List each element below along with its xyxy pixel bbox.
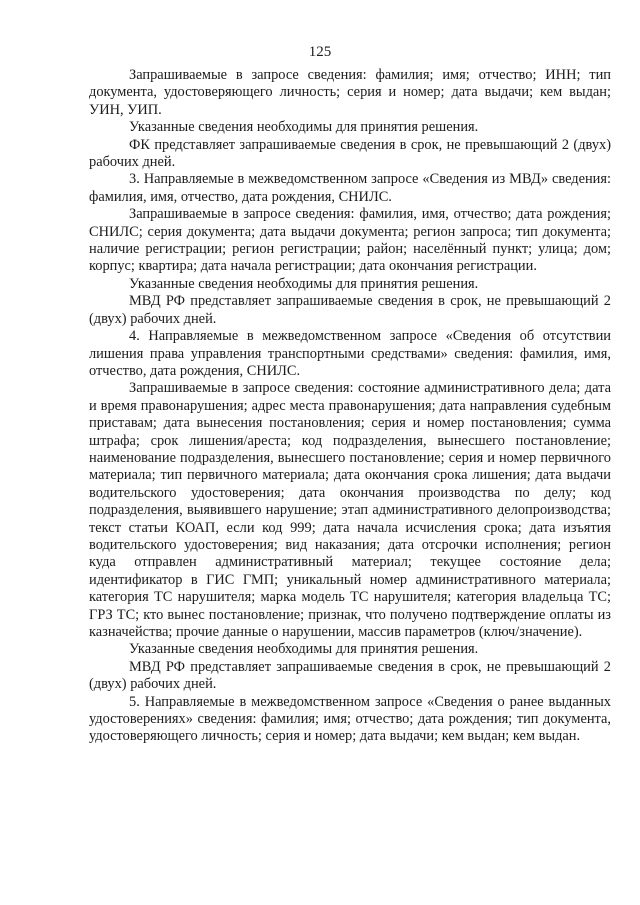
page-number: 125 [308,44,332,60]
paragraph-decision-note: Указанные сведения необходимы для принятия решения. [129,641,479,658]
paragraph-decision-note: Указанные сведения необходимы для принятия решения. [129,119,479,136]
paragraph-mvd-deadline: МВД РФ представляет запрашиваемые сведения в срок, не превышающий 2 (двух) рабочих дней. [89,658,611,693]
paragraph-decision-note: Указанные сведения необходимы для принятия решения. [129,275,479,292]
paragraph-item-3: 3. Направляемые в межведомственном запросе «Сведения из МВД» сведения: фамилия, имя, отчество, дата рождения, СНИЛС. [89,171,611,205]
paragraph-requested-data-license: Запрашиваемые в запросе сведения: состояние административного дела; дата и время правонарушения; адрес места правонарушения; дата направления судебным приставам; дата вынесения постановления; серия и номер постановления; сумма штрафа; срок лишения/ареста; код подразделения, вынесшего постановление; наименование подразделения, вынесшего постановление; серия и номер первичного материала; тип первичного материала; дата окончания срока лишения; дата выдачи водительского удостоверения; дата окончания производства по делу; код подразделения, выявившего нарушение; этап административного делопроизводства; текст статьи КОАП, если код 999; дата начала исчисления срока; дата изъятия водительского удостоверения; вид наказания; дата отсрочки исполнения; регион куда отправлен административный материал; текущее состояние дела; идентификатор в ГИС ГМП; уникальный номер административного материала; категория ТС нарушителя; марка модель ТС нарушителя; категория владельца ТС; ГРЗ ТС; кто вынес постановление; признак, что получено подтверждение оплаты из казначейства; прочие данные о нарушении, массив параметров (ключ/значение). [89,380,611,640]
paragraph-fk-deadline: ФК представляет запрашиваемые сведения в срок, не превышающий 2 (двух) рабочих дней. [89,136,611,171]
paragraph-item-5: 5. Направляемые в межведомственном запросе «Сведения о ранее выданных удостоверениях» сведения: фамилия; имя; отчество; дата рождения; тип документа, удостоверяющего личность; серия и номер; дата выдачи; кем выдан; кем выдан. [89,693,611,745]
paragraph-requested-data-mvd: Запрашиваемые в запросе сведения: фамилия, имя, отчество; дата рождения; СНИЛС; серия документа; дата выдачи документа; регион запроса; тип документа; наличие регистрации; регион регистрации; район; населённый пункт; улица; дом; корпус; квартира; дата начала регистрации; дата окончания регистрации. [89,206,611,275]
paragraph-mvd-deadline: МВД РФ представляет запрашиваемые сведения в срок, не превышающий 2 (двух) рабочих дней. [89,293,611,327]
document-body [89,67,611,746]
paragraph-requested-data-fk: Запрашиваемые в запросе сведения: фамилия; имя; отчество; ИНН; тип документа, удостоверяющего личность; серия и номер; дата выдачи; кем выдан; УИН, УИП. [89,67,611,118]
paragraph-item-4: 4. Направляемые в межведомственном запросе «Сведения об отсутствии лишения права управления транспортными средствами» сведения: фамилия, имя, отчество, дата рождения, СНИЛС. [89,328,611,379]
